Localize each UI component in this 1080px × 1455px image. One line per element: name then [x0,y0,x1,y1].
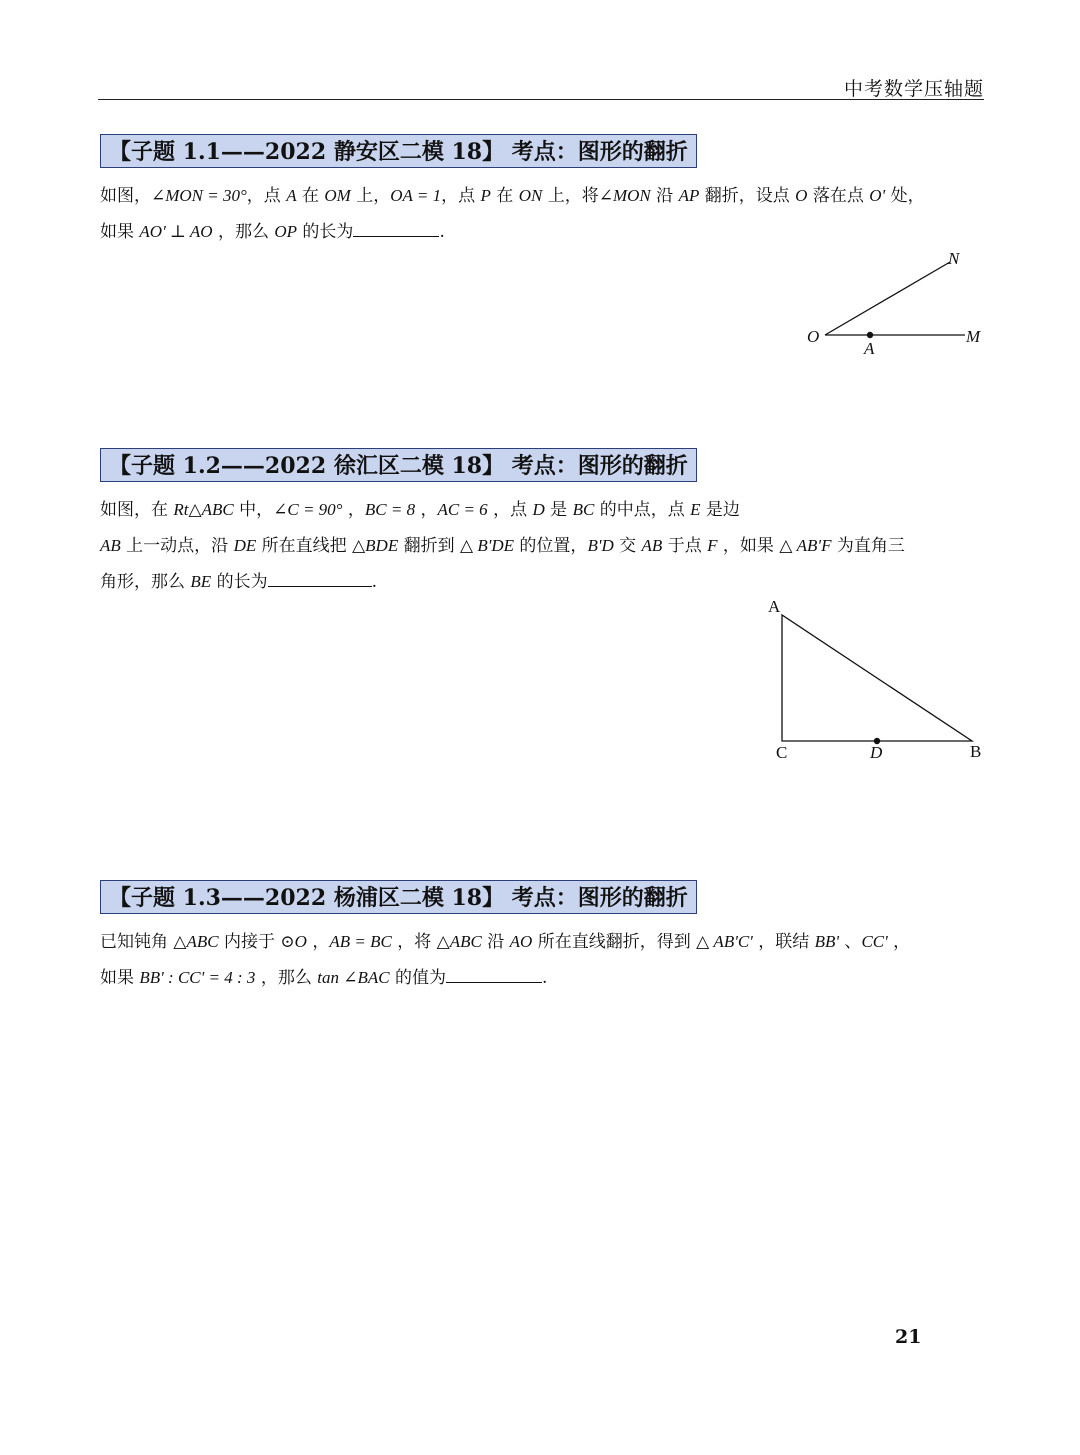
problem-1-1-line-1: 如图，∠MON = 30°，点 A 在 OM 上，OA = 1，点 P 在 ON 上，将∠MON 沿 AP 翻折，设点 O 落在点 O' 处， [100,186,925,206]
label-m: M [966,327,981,346]
label-a: A [768,597,781,616]
figure-right-triangle [760,595,1000,770]
answer-blank [446,966,542,983]
label-b: B [970,742,982,761]
problem-1-1-heading: 【子题 1.1——2022 静安区二模 18】 考点：图形的翻折 [100,134,697,168]
answer-blank [268,570,372,587]
triangle-abc [782,615,972,741]
label-o: O [807,327,820,346]
header-title: 中考数学压轴题 [843,78,984,100]
page-number: 21 [895,1326,922,1348]
label-a: A [864,339,875,358]
problem-1-3-heading: 【子题 1.3——2022 杨浦区二模 18】 考点：图形的翻折 [100,880,697,914]
problem-1-2-heading: 【子题 1.2——2022 徐汇区二模 18】 考点：图形的翻折 [100,448,697,482]
label-d: D [870,743,883,762]
problem-1-3-line-2: 如果 BB' : CC' = 4 : 3 ，那么 tan ∠BAC 的值为 . [100,968,548,988]
problem-1-1-line-2: 如果 AO' ⊥ AO ，那么 OP 的长为 . [100,222,445,242]
point-a-dot [867,332,873,338]
figure-angle-mon [790,240,1000,365]
label-n: N [948,249,960,268]
header-rule [98,99,984,100]
problem-1-2-line-2: AB 上一动点，沿 DE 所在直线把 △BDE 翻折到 △ B'DE 的位置，B'D 交 AB 于点 F ，如果 △ AB'F 为直角三 [100,536,905,556]
ray-on [825,262,950,335]
answer-blank [353,220,439,237]
problem-1-2-line-3: 角形，那么 BE 的长为 . [100,572,377,592]
problem-1-3-line-1: 已知钝角 △ABC 内接于 ⊙O ，AB = BC ，将 △ABC 沿 AO 所在直线翻折，得到 △ AB'C' ，联结 BB' 、CC' ， [100,932,911,952]
problem-1-2-line-1: 如图，在 Rt△ABC 中，∠C = 90° ，BC = 8 ，AC = 6 ，点 D 是 BC 的中点，点 E 是边 [100,500,740,520]
label-c: C [776,743,788,762]
